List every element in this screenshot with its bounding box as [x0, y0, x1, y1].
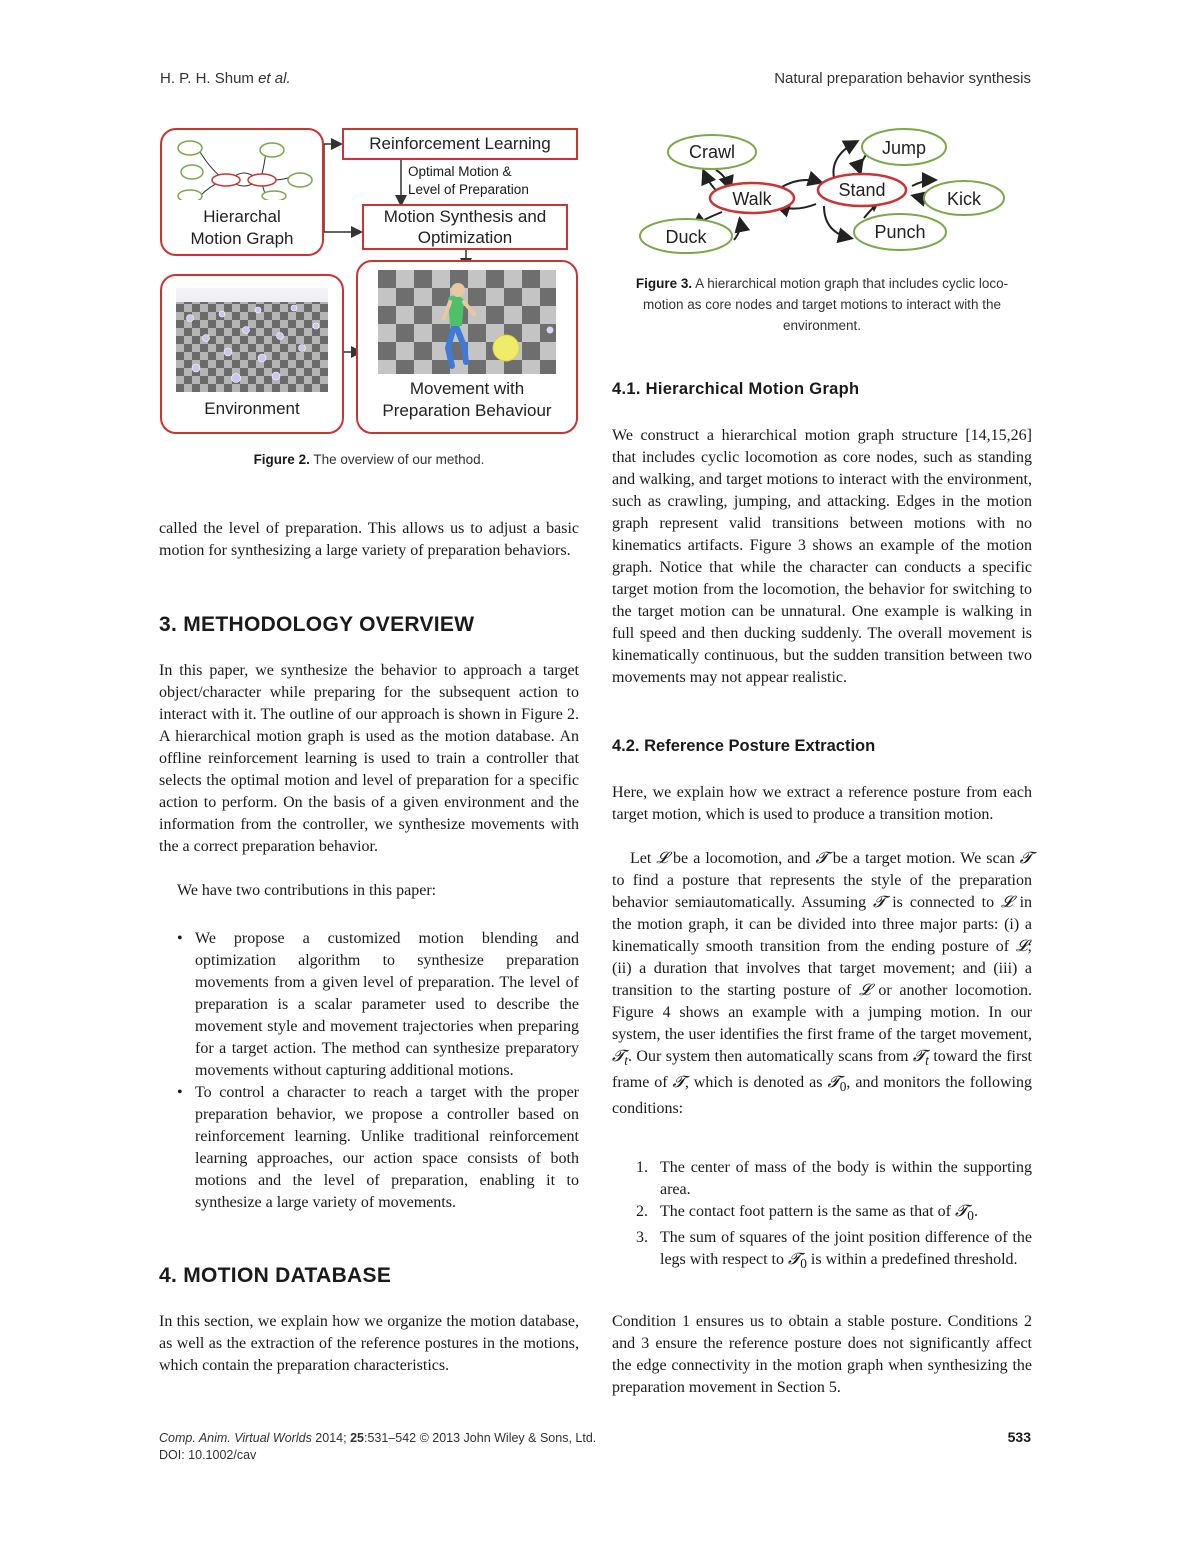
- node-jump-label: Jump: [881, 138, 927, 158]
- section-3-paragraph-2: We have two contributions in this paper:: [177, 882, 437, 899]
- node-punch-label: Punch: [874, 222, 926, 242]
- section-3-paragraph-1: In this paper, we synthesize the behavior to approach a target object/character while preparing for the subsequent action to interact with it. The outline of our approach is shown in Figure 2. A hierarchical motion graph is used as the motion database. An offline reinforcement learning is used to train a controller that selects the optimal motion and level of preparation for a specific action to perform. On the basis of a given environment and the information from the controller, we synthesize movements with the a correct preparation behavior.: [159, 662, 579, 855]
- hierarchical-motion-graph-label: Hierarchal Motion Graph: [190, 207, 294, 248]
- section-3-heading: 3. METHODOLOGY OVERVIEW: [159, 613, 475, 636]
- running-head-authors: H. P. H. Shum et al.: [160, 70, 291, 87]
- section-4-2-paragraph-1: Here, we explain how we extract a reference posture from each target motion, which is used to produce a transition motion.: [612, 784, 1032, 823]
- figure-3-graph: [630, 126, 1020, 254]
- node-duck-label: Duck: [665, 227, 707, 247]
- conditions-explanation: Condition 1 ensures us to obtain a stable posture. Conditions 2 and 3 ensure the reference posture does not significantly affect the edge connectivity in the motion graph when synthesizing the preparation movement in Section 5.: [612, 1313, 1032, 1396]
- figure-3: [630, 126, 1020, 254]
- conditions-list: [612, 1157, 1032, 1275]
- node-crawl-label: Crawl: [688, 142, 736, 162]
- footer-citation: Comp. Anim. Virtual Worlds 2014; 25:531–542 © 2013 John Wiley & Sons, Ltd.: [159, 1431, 597, 1445]
- running-head-title: Natural preparation behavior synthesis: [774, 70, 1031, 87]
- condition-1: 1. The center of mass of the body is within the supporting area.: [636, 1159, 1032, 1198]
- movement-panel: [356, 260, 578, 434]
- footer-doi: DOI: 10.1002/cav: [159, 1448, 257, 1462]
- mini-motion-graph-icon: [170, 138, 314, 200]
- paragraph-continued: called the level of preparation. This allows us to adjust a basic motion for synthesizing a large variety of preparation behaviors.: [159, 520, 579, 559]
- reinforcement-learning-box: Reinforcement Learning: [342, 128, 578, 160]
- figure-3-caption-num: Figure 3.: [635, 276, 693, 291]
- movement-image: [378, 270, 556, 374]
- hierarchical-motion-graph-panel: [160, 128, 324, 256]
- section-4-2-paragraph-2: Let 𝓛 be a locomotion, and 𝓣 be a target motion. We scan 𝓣 to find a posture that represents the style of the preparation behavior semiautomatically. Assuming 𝓣 is connected to 𝓛 in the motion graph, it can be divided into three major parts: (i) a kinematically smooth transition from the ending posture of 𝓛; (ii) a duration that involves that target movement; and (iii) a transition to the starting posture of 𝓛 or another locomotion. Figure 4 shows an example with a jumping motion. In our system, the user identifies the first frame of the target movement, 𝓣$_t$. Our system then automatically scans from 𝓣$_t$ toward the first frame of 𝓣, which is denoted as 𝓣$_0$, and monitors the following conditions:: [612, 850, 1033, 1118]
- movement-label: Movement with Preparation Behaviour: [382, 379, 552, 420]
- node-walk-label: Walk: [732, 189, 772, 209]
- contributions-list: [159, 928, 579, 1214]
- environment-panel: [160, 274, 344, 434]
- section-4-1-paragraph: We construct a hierarchical motion graph structure [14,15,26] that includes cyclic locomotion as core nodes, such as standing and walking, and target motions to interact with the environment, such as crawling, jumping, and attacking. Edges in the motion graph represent valid transitions between motions with no kinematics artifacts. Figure 3 shows an example of the motion graph. Notice that while the character can conducts a specific target motion from the locomotion, the behavior for switching to the target motion can be unnatural. One example is walking in full speed and then ducking suddenly. The overall movement is kinematically continuous, but the sudden transition between two movements may not appear realistic.: [612, 427, 1032, 686]
- section-4-paragraph-1: In this section, we explain how we organize the motion database, as well as the extraction of the reference postures in the motions, which contain the preparation characteristics.: [159, 1313, 579, 1374]
- section-4-heading: 4. MOTION DATABASE: [159, 1264, 392, 1287]
- section-4-1-heading: 4.1. Hierarchical Motion Graph: [612, 380, 860, 398]
- condition-3: 3. The sum of squares of the joint position difference of the legs with respect to 𝓣$_0$ is within a predefined threshold.: [636, 1229, 1032, 1272]
- figure-3-caption: Figure 3. A hierarchical motion graph that includes cyclic loco- motion as core nodes and target motions to interact with the environment.: [635, 276, 1009, 333]
- figure-2: [158, 124, 580, 436]
- figure-2-caption-num: Figure 2.: [253, 452, 310, 467]
- environment-label: Environment: [204, 399, 300, 418]
- figure-2-caption: Figure 2. The overview of our method.: [253, 452, 485, 467]
- environment-image: [176, 288, 328, 392]
- section-4-2-heading: 4.2. Reference Posture Extraction: [612, 737, 876, 755]
- node-kick-label: Kick: [946, 189, 982, 209]
- optimal-motion-label: Optimal Motion & Level of Preparation: [408, 164, 529, 197]
- contribution-2: • To control a character to reach a target with the proper preparation behavior, we propose a controller based on reinforcement learning. Unlike traditional reinforcement learning approaches, our action space consists of both motions and the level of preparation, enabling it to synthesize a large variety of movements.: [159, 1082, 579, 1214]
- contribution-1: • We propose a customized motion blending and optimization algorithm to synthesize preparation movements from a given level of preparation. The level of preparation is a scalar parameter used to describe the movement style and movement trajectories when preparing for a target action. The method can synthesize preparatory movements without capturing additional motions.: [159, 928, 579, 1082]
- page-number: 533: [1007, 1429, 1031, 1445]
- condition-2: 2. The contact foot pattern is the same as that of 𝓣$_0$.: [636, 1203, 978, 1224]
- motion-synthesis-box: Motion Synthesis and Optimization: [362, 204, 568, 250]
- node-stand-label: Stand: [838, 180, 886, 200]
